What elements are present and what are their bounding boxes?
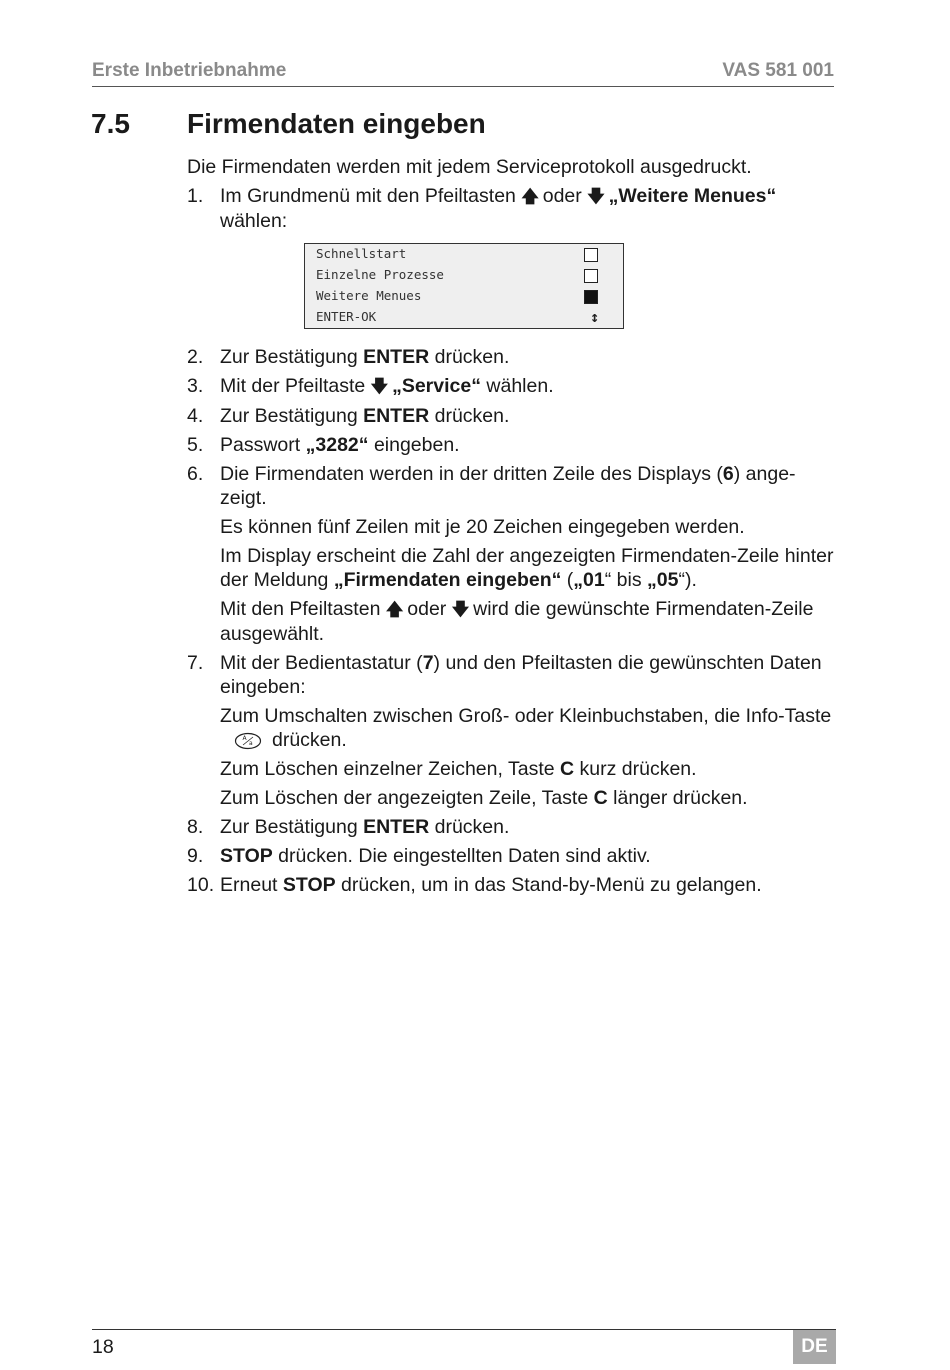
step-bold: ENTER [363,405,430,427]
step-text: Die Firmendaten werden in der dritten Zeile des Displays ( [220,463,723,485]
step-text: wählen. [486,375,554,397]
step-2 [187,345,837,369]
step-bold: ENTER [363,816,430,838]
step-bold: „Service“ [392,375,481,397]
step-text: Mit der Bedientastatur ( [220,652,423,674]
step-text: “ bis [604,569,642,591]
step-number: 9. [187,845,204,867]
step-bold: „Weitere Menues“ [608,185,777,207]
step-text: länger drücken. [613,787,748,809]
step-bold: „3282“ [305,434,369,456]
page-number: 18 [92,1336,114,1358]
page-header [92,60,834,87]
step-text: kurz drücken. [579,758,697,780]
step-text: wählen: [220,210,288,232]
step-text: Zum Umschalten zwischen Groß- oder Kleinbuchstaben, die Info-Taste [220,705,832,727]
arrow-down-icon: 🡇 [451,600,470,619]
section-number: 7.5 [91,108,130,139]
step-bold: STOP [282,874,336,896]
step-text: ( [566,569,574,591]
step-text: drücken, um in das Stand-by-Menü zu gelangen. [341,874,762,896]
step-number: 8. [187,816,204,838]
step-number: 5. [187,434,204,456]
arrow-up-icon: 🡅 [521,187,539,206]
display-row [316,244,612,264]
display-row [316,265,612,285]
step-bold: C [593,787,608,809]
step-3 [187,374,837,399]
intro-text: Die Firmendaten werden mit jedem Serviceprotokoll ausgedruckt. [187,156,752,178]
display-row-label: Einzelne Prozesse [316,267,444,282]
step-text: eingeben. [373,434,460,456]
step-9 [187,844,837,868]
arrow-up-icon: 🡅 [385,600,404,619]
step-text: oder [407,598,447,620]
info-key-icon [234,732,262,750]
step-number: 10. [187,874,215,896]
step-text: drücken. [434,816,510,838]
step-bold: „05 [647,569,679,591]
step-text: Mit den Pfeiltasten [220,598,381,620]
step-4 [187,404,837,428]
step-text: drücken. [434,346,510,368]
section-title: Firmendaten eingeben [187,108,486,139]
step-text: Zur Bestätigung [220,405,358,427]
step-5 [187,433,837,457]
step-paragraph: Es können fünf Zeilen mit je 20 Zeichen eingegeben werden. [220,516,745,538]
step-text: ) ange-zeigt. [220,463,796,509]
step-text: drücken. [434,405,510,427]
arrow-down-icon: 🡇 [587,187,605,206]
checkbox-empty-icon [584,248,598,262]
display-row [316,286,612,306]
svg-text:A: A [242,735,247,742]
step-text: Mit der Pfeiltaste [220,375,366,397]
step-number: 1. [187,185,204,207]
step-text: Im Grundmenü mit den Pfeiltasten [220,185,516,207]
up-down-arrow-icon: ↕ [589,308,599,326]
step-bold: „Firmendaten eingeben“ [333,569,562,591]
step-bold: „01 [573,569,605,591]
step-bold: 7 [422,652,434,674]
language-badge: DE [793,1330,836,1364]
content [187,155,837,902]
step-text: drücken. Die eingestellten Daten sind aktiv. [278,845,651,867]
step-number: 3. [187,375,204,397]
arrow-down-icon: 🡇 [370,377,389,396]
step-text: Zur Bestätigung [220,346,358,368]
step-text: Im Display erscheint die Zahl der angezeigten Firmendaten-Zeile hinter der Meldung [220,545,834,591]
checkbox-filled-icon [584,290,598,304]
step-text: “). [678,569,697,591]
step-number: 7. [187,652,204,674]
step-text: Passwort [220,434,301,456]
step-bold: 6 [722,463,734,485]
step-text: wird die gewünschte Firmendaten-Zeile ausgewählt. [220,598,814,645]
step-text: oder [542,185,582,207]
display-row [316,307,612,327]
step-text: drücken. [272,729,347,751]
step-text: Zum Löschen einzelner Zeichen, Taste [220,758,555,780]
step-8 [187,815,837,839]
step-text: Zum Löschen der angezeigten Zeile, Taste [220,787,589,809]
footer-divider [92,1329,836,1330]
step-bold: ENTER [363,346,430,368]
step-1 [187,184,837,233]
step-7 [187,651,837,810]
svg-text:a: a [249,740,253,747]
checkbox-empty-icon [584,269,598,283]
step-text: ) und den Pfeiltasten die gewünschten Daten eingeben: [220,652,822,698]
step-text: Erneut [220,874,278,896]
display-row-label: ENTER-OK [316,309,377,324]
step-6 [187,462,837,646]
header-product: VAS 581 001 [722,60,834,81]
step-number: 4. [187,405,204,427]
step-bold: STOP [220,845,273,867]
display-row-label: Schnellstart [316,246,407,261]
step-number: 2. [187,346,204,368]
step-bold: C [560,758,575,780]
header-chapter: Erste Inbetriebnahme [92,60,287,81]
step-text: Zur Bestätigung [220,816,358,838]
display-row-label: Weitere Menues [316,288,422,303]
step-10 [187,873,837,897]
device-display [304,243,624,329]
step-number: 6. [187,463,204,485]
